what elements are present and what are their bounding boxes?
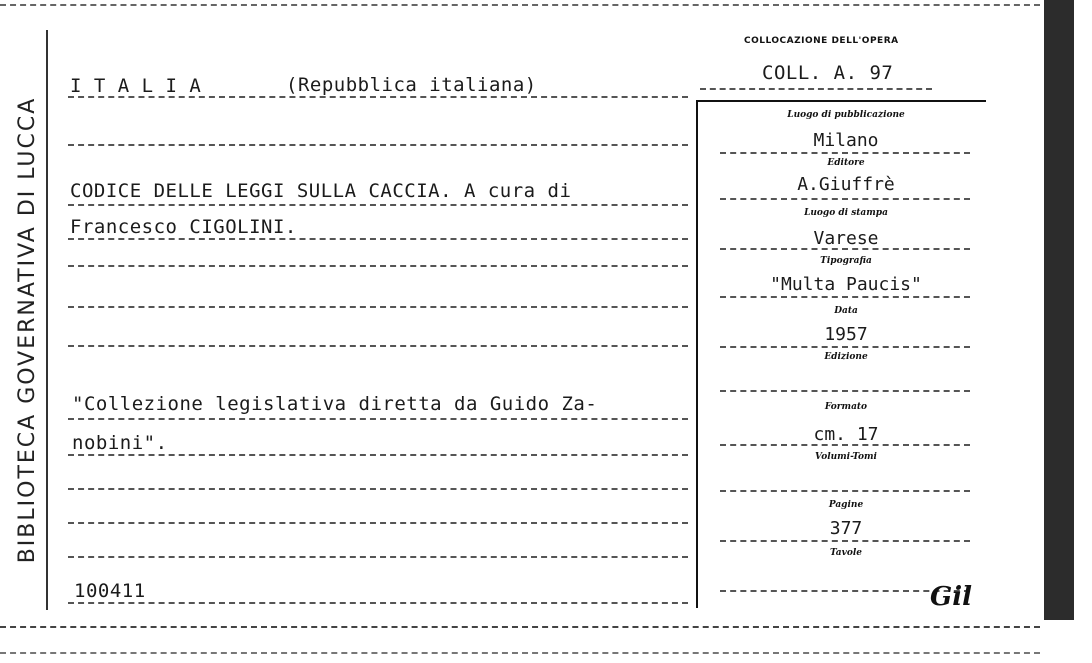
- field-line-7: [720, 444, 970, 446]
- field-line-3: [720, 248, 970, 250]
- library-name: BIBLIOTECA GOVERNATIVA DI LUCCA: [15, 96, 40, 564]
- line-10: [68, 488, 688, 490]
- title-line-2: Francesco CIGOLINI.: [70, 216, 297, 238]
- field-value-data: 1957: [824, 324, 868, 345]
- line-3: [68, 204, 688, 206]
- country: I T A L I A: [70, 75, 202, 97]
- line-12: [68, 556, 688, 558]
- collocation-value: COLL. A. 97: [762, 62, 894, 84]
- field-value-tipografia: "Multa Paucis": [770, 274, 922, 295]
- field-label-tavole: Tavole: [829, 548, 863, 558]
- field-label-volumi-tomi: Volumi-Tomi: [815, 452, 877, 462]
- collocation-underline: [700, 88, 932, 90]
- field-label-data: Data: [834, 306, 858, 316]
- field-line-5: [720, 346, 970, 348]
- field-line-6: [720, 390, 970, 392]
- right-panel-left-rule: [696, 100, 698, 608]
- field-label-editore: Editore: [827, 158, 865, 168]
- line-6: [68, 306, 688, 308]
- field-line-4: [720, 296, 970, 298]
- series-line-1: "Collezione legislativa diretta da Guido Za-: [72, 393, 598, 415]
- field-value-pagine: 377: [829, 518, 863, 539]
- bottom-edge-line-1: [0, 626, 1040, 628]
- line-13: [68, 602, 688, 604]
- field-value-formato: cm. 17: [813, 424, 879, 445]
- inventory-number: 100411: [74, 580, 146, 602]
- field-line-1: [720, 152, 970, 154]
- issuing-body: (Repubblica italiana): [286, 74, 537, 96]
- bottom-edge-line-2: [0, 652, 1040, 654]
- field-label-luogo-pubblicazione: Luogo di pubblicazione: [787, 110, 905, 120]
- right-panel-top-rule: [696, 100, 986, 102]
- field-label-edizione: Edizione: [824, 352, 868, 362]
- field-line-2: [720, 198, 970, 200]
- field-label-luogo-stampa: Luogo di stampa: [804, 208, 888, 218]
- card-edge-shadow: [1044, 0, 1074, 620]
- line-2: [68, 144, 688, 146]
- line-7: [68, 345, 688, 347]
- line-11: [68, 522, 688, 524]
- left-margin-rule: [46, 30, 48, 610]
- field-label-formato: Formato: [824, 402, 868, 412]
- card-right-edge: [1044, 0, 1092, 663]
- title-line-1: CODICE DELLE LEGGI SULLA CACCIA. A cura di: [70, 180, 572, 202]
- handwritten-initials: Gil: [930, 582, 972, 612]
- line-8: [68, 418, 688, 420]
- field-line-8: [720, 490, 970, 492]
- top-edge-line: [0, 4, 1040, 6]
- line-4: [68, 238, 688, 240]
- series-line-2: nobini".: [72, 432, 168, 454]
- line-5: [68, 265, 688, 267]
- field-label-pagine: Pagine: [828, 500, 864, 510]
- collocation-label: COLLOCAZIONE DELL'OPERA: [744, 36, 899, 46]
- field-value-editore: A.Giuffrè: [797, 174, 895, 195]
- field-line-9: [720, 540, 970, 542]
- line-9: [68, 454, 688, 456]
- field-value-luogo-pubblicazione: Milano: [813, 130, 879, 151]
- field-label-tipografia: Tipografia: [820, 256, 872, 266]
- field-value-luogo-stampa: Varese: [813, 228, 879, 249]
- line-1: [68, 96, 688, 98]
